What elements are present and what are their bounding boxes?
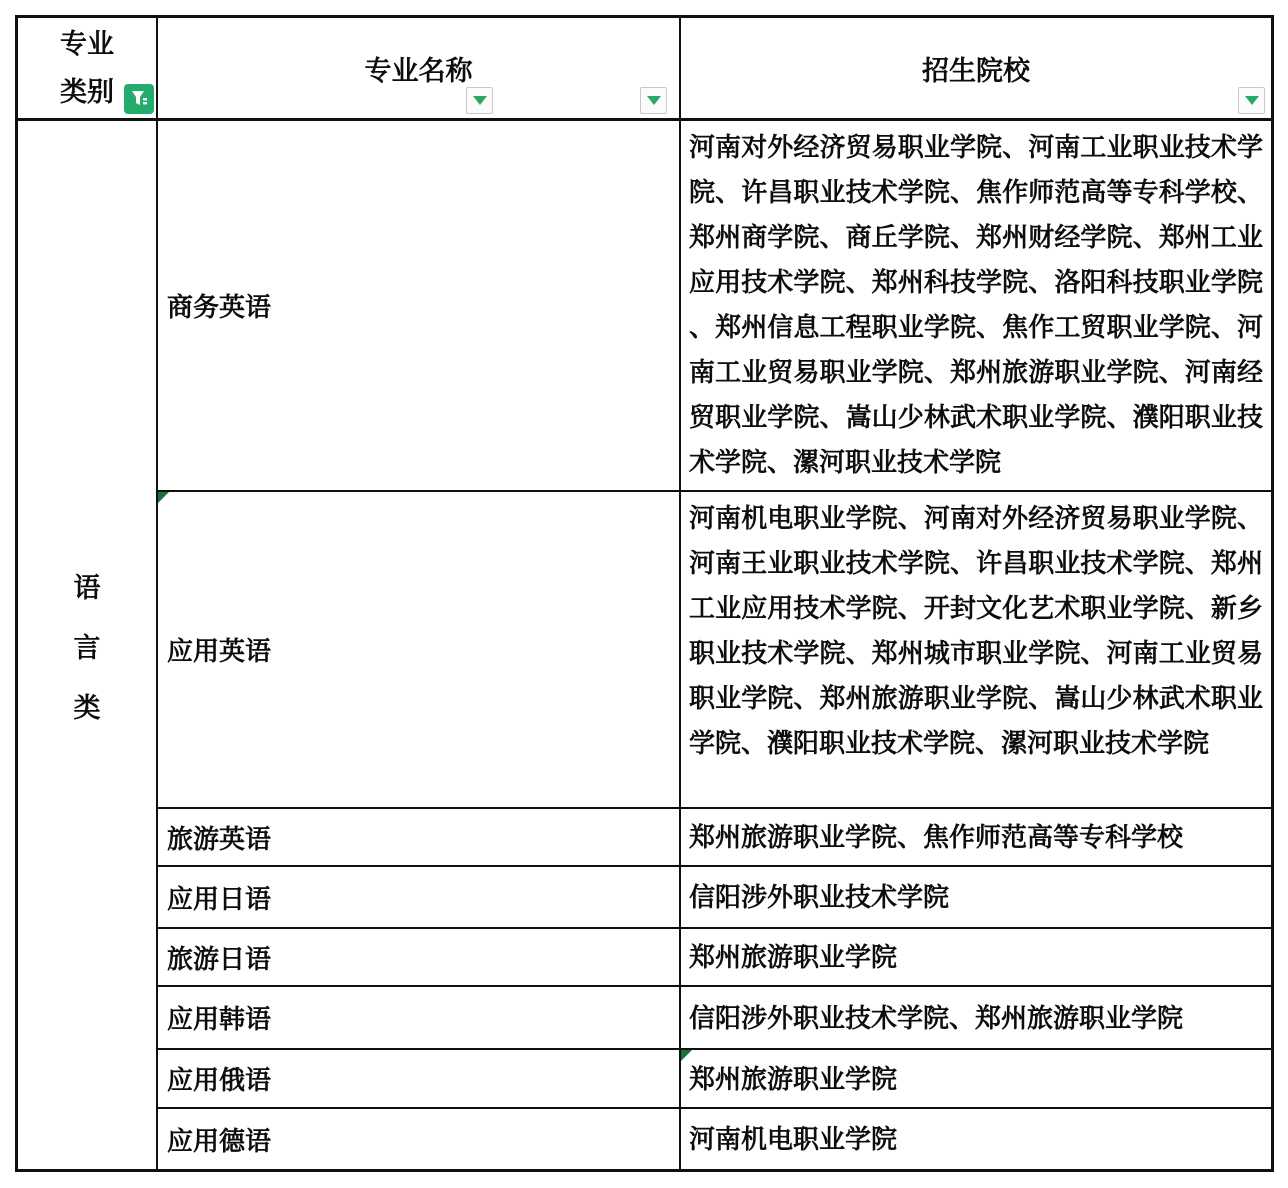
chevron-down-icon — [647, 96, 661, 105]
header-cell-major-name[interactable] — [158, 18, 681, 121]
colleges-text: 郑州旅游职业学院、焦作师范高等专科学校 — [689, 822, 1184, 852]
filter-dropdown-icon[interactable] — [466, 87, 493, 114]
colleges-cell[interactable] — [681, 867, 1271, 929]
header-category-label: 专业 类别 — [60, 29, 114, 107]
colleges-cell[interactable] — [681, 929, 1271, 987]
major-cell[interactable] — [158, 1050, 681, 1109]
major-label: 应用英语 — [167, 636, 272, 666]
colleges-cell[interactable] — [681, 492, 1271, 809]
funnel-icon — [129, 89, 149, 109]
colleges-text: 河南对外经济贸易职业学院、河南工业职业技术学院、许昌职业技术学院、焦作师范高等专科学校、郑州商学院、商丘学院、郑州财经学院、郑州工业应用技术学院、郑州科技学院、洛阳科技职业学院、郑州信息工程职业学院、焦作工贸职业学院、河南工业贸易职业学院、郑州旅游职业学院、河南经贸职业学院、嵩山少林武术职业学院、濮阳职业技术学院、漯河职业技术学院 — [689, 132, 1263, 477]
major-cell[interactable] — [158, 121, 681, 492]
major-cell[interactable] — [158, 809, 681, 867]
major-label: 应用德语 — [167, 1125, 272, 1156]
major-label: 旅游日语 — [167, 943, 272, 974]
colleges-cell[interactable] — [681, 1109, 1271, 1169]
major-cell[interactable] — [158, 929, 681, 987]
colleges-text: 河南机电职业学院 — [689, 1124, 898, 1154]
chevron-down-icon — [1245, 96, 1259, 105]
chevron-down-icon — [473, 96, 487, 105]
major-label: 商务英语 — [167, 292, 272, 322]
filter-dropdown-icon[interactable] — [1238, 87, 1265, 114]
majors-colleges-table — [15, 15, 1274, 1172]
colleges-text: 河南机电职业学院、河南对外经济贸易职业学院、河南王业职业技术学院、许昌职业技术学院、郑州工业应用技术学院、开封文化艺术职业学院、新乡职业技术学院、郑州城市职业学院、河南工业贸易职业学院、郑州旅游职业学院、嵩山少林武术职业学院、濮阳职业技术学院、漯河职业技术学院 — [689, 503, 1263, 758]
filter-dropdown-icon[interactable] — [640, 87, 667, 114]
cell-corner-flag-icon — [158, 492, 169, 503]
header-major-name-label: 专业名称 — [364, 55, 473, 86]
category-cell-language[interactable] — [18, 121, 158, 1169]
header-colleges-label: 招生院校 — [922, 55, 1030, 86]
colleges-cell[interactable] — [681, 1050, 1271, 1109]
colleges-text: 信阳涉外职业技术学院、郑州旅游职业学院 — [689, 1002, 1184, 1033]
filter-applied-icon[interactable] — [124, 84, 154, 114]
colleges-cell[interactable] — [681, 809, 1271, 867]
major-cell[interactable] — [158, 1109, 681, 1169]
major-label: 应用韩语 — [167, 1004, 272, 1034]
major-cell[interactable] — [158, 492, 681, 809]
major-cell[interactable] — [158, 867, 681, 929]
category-char: 类 — [73, 692, 101, 723]
category-char: 言 — [73, 632, 101, 663]
colleges-text: 郑州旅游职业学院 — [689, 1063, 898, 1094]
header-cell-colleges[interactable] — [681, 18, 1271, 121]
header-cell-category[interactable] — [18, 18, 158, 121]
cell-corner-flag-icon — [681, 1050, 692, 1061]
colleges-text: 信阳涉外职业技术学院 — [689, 882, 950, 912]
major-cell[interactable] — [158, 987, 681, 1050]
colleges-cell[interactable] — [681, 987, 1271, 1050]
colleges-text: 郑州旅游职业学院 — [689, 942, 898, 972]
major-label: 应用日语 — [167, 883, 272, 914]
major-label: 应用俄语 — [167, 1065, 272, 1095]
major-label: 旅游英语 — [167, 823, 272, 854]
colleges-cell[interactable] — [681, 121, 1271, 492]
category-char: 语 — [73, 572, 101, 603]
